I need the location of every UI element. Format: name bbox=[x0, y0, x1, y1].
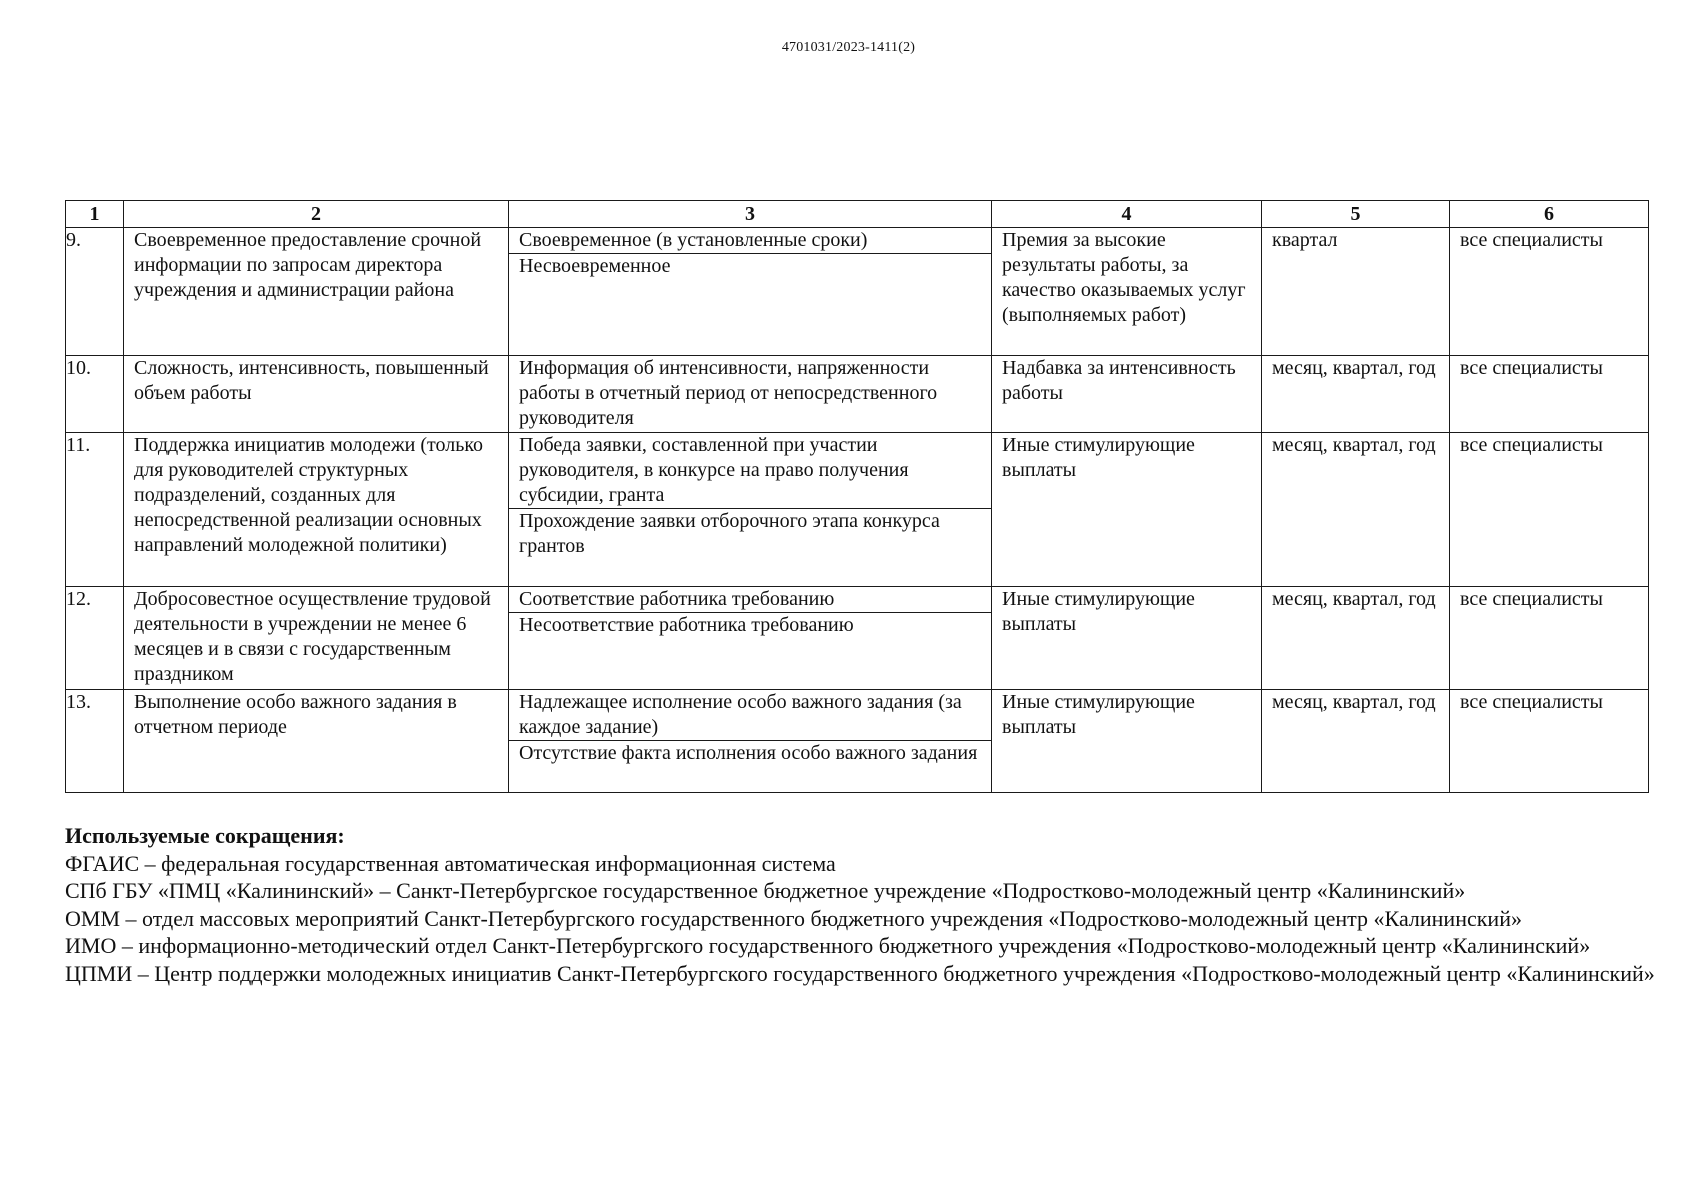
table-row bbox=[66, 228, 1649, 356]
criteria-table bbox=[65, 200, 1649, 793]
criterion-cell: Своевременное предоставление срочной информации по запросам директора учреждения и администрации района bbox=[124, 228, 509, 356]
abbreviation-item: ОММ – отдел массовых мероприятий Санкт-Петербургского государственного бюджетного учреждения «Подростково-молодежный центр «Калининский» bbox=[65, 905, 1522, 931]
condition-item: Победа заявки, составленной при участии руководителя, в конкурсе на право получения субсидии, гранта bbox=[509, 433, 991, 509]
abbreviation-item: СПб ГБУ «ПМЦ «Калининский» – Санкт-Петербургское государственное бюджетное учреждение «Подростково-молодежный центр «Калининский» bbox=[65, 878, 1466, 903]
period-cell: квартал bbox=[1262, 228, 1450, 356]
abbreviation-item: ЦПМИ – Центр поддержки молодежных инициатив Санкт-Петербургского государственного бюджетного учреждения «Подростково-молодежный центр «Калининский» bbox=[65, 960, 1655, 986]
conditions-cell bbox=[509, 356, 992, 433]
condition-item: Соответствие работника требованию bbox=[509, 587, 991, 613]
table-row bbox=[66, 690, 1649, 793]
document-registration-number: 4701031/2023-1411(2) bbox=[781, 40, 916, 55]
table-row bbox=[66, 587, 1649, 690]
payment-type-cell: Иные стимулирующие выплаты bbox=[992, 587, 1262, 690]
payment-type-cell: Надбавка за интенсивность работы bbox=[992, 356, 1262, 433]
table-row bbox=[66, 433, 1649, 587]
column-header: 4 bbox=[992, 201, 1262, 228]
period-cell: месяц, квартал, год bbox=[1262, 356, 1450, 433]
row-number: 9. bbox=[66, 228, 124, 356]
condition-item: Несвоевременное bbox=[519, 255, 671, 277]
condition-item: Несоответствие работника требованию bbox=[519, 614, 854, 636]
condition-item: Надлежащее исполнение особо важного задания (за каждое задание) bbox=[509, 690, 991, 741]
period-cell: месяц, квартал, год bbox=[1262, 690, 1450, 793]
conditions-cell bbox=[509, 433, 992, 587]
criterion-cell: Поддержка инициатив молодежи (только для руководителей структурных подразделений, созданных для непосредственной реализации основных направлений молодежной политики) bbox=[124, 433, 509, 587]
condition-item: Отсутствие факта исполнения особо важного задания bbox=[519, 742, 978, 764]
row-number: 10. bbox=[66, 356, 124, 433]
table-header-row bbox=[66, 201, 1649, 228]
staff-cell: все специалисты bbox=[1450, 228, 1649, 356]
column-header: 1 bbox=[66, 201, 124, 228]
payment-type-cell: Иные стимулирующие выплаты bbox=[992, 433, 1262, 587]
criterion-cell: Добросовестное осуществление трудовой деятельности в учреждении не менее 6 месяцев и в связи с государственным праздником bbox=[124, 587, 509, 690]
conditions-cell bbox=[509, 228, 992, 356]
payment-type-cell: Иные стимулирующие выплаты bbox=[992, 690, 1262, 793]
payment-type-cell: Премия за высокие результаты работы, за качество оказываемых услуг (выполняемых работ) bbox=[992, 228, 1262, 356]
column-header: 3 bbox=[509, 201, 992, 228]
staff-cell: все специалисты bbox=[1450, 433, 1649, 587]
criterion-cell: Выполнение особо важного задания в отчетном периоде bbox=[124, 690, 509, 793]
staff-cell: все специалисты bbox=[1450, 356, 1649, 433]
period-cell: месяц, квартал, год bbox=[1262, 587, 1450, 690]
table-row bbox=[66, 356, 1649, 433]
staff-cell: все специалисты bbox=[1450, 587, 1649, 690]
abbreviations-section bbox=[65, 822, 1655, 987]
conditions-cell bbox=[509, 587, 992, 690]
row-number: 13. bbox=[66, 690, 124, 793]
period-cell: месяц, квартал, год bbox=[1262, 433, 1450, 587]
column-header: 5 bbox=[1262, 201, 1450, 228]
abbreviation-item: ИМО – информационно-методический отдел Санкт-Петербургского государственного бюджетного учреждения «Подростково-молодежный центр «Калининский» bbox=[65, 933, 1591, 958]
row-number: 12. bbox=[66, 587, 124, 690]
condition-item: Информация об интенсивности, напряженности работы в отчетный период от непосредственного руководителя bbox=[519, 357, 938, 429]
conditions-cell bbox=[509, 690, 992, 793]
column-header: 6 bbox=[1450, 201, 1649, 228]
condition-item: Прохождение заявки отборочного этапа конкурса грантов bbox=[519, 510, 940, 557]
abbreviations-title: Используемые сокращения: bbox=[65, 823, 345, 848]
condition-item: Своевременное (в установленные сроки) bbox=[509, 228, 991, 254]
staff-cell: все специалисты bbox=[1450, 690, 1649, 793]
row-number: 11. bbox=[66, 433, 124, 587]
abbreviation-item: ФГАИС – федеральная государственная автоматическая информационная система bbox=[65, 850, 836, 876]
column-header: 2 bbox=[124, 201, 509, 228]
criterion-cell: Сложность, интенсивность, повышенный объем работы bbox=[124, 356, 509, 433]
